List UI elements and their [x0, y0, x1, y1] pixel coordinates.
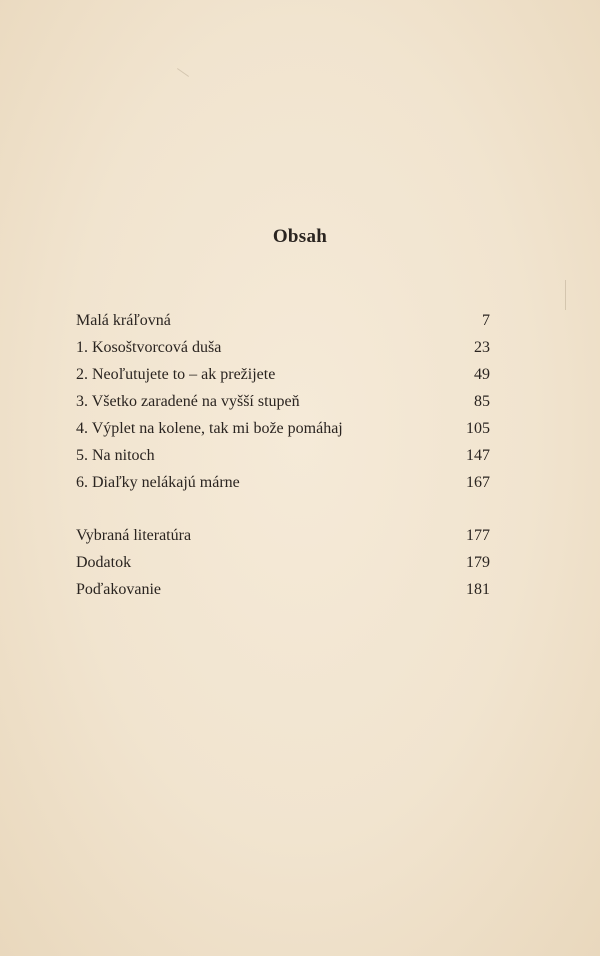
toc-entry-label: Poďakovanie: [76, 581, 161, 598]
toc-entry: [76, 307, 490, 334]
toc-entry: [76, 361, 490, 388]
toc-entry-label: 3. Všetko zaradené na vyšší stupeň: [76, 393, 300, 410]
toc-entry-label: 5. Na nitoch: [76, 447, 155, 464]
paper-mark: [177, 68, 189, 77]
toc-entry-label: 2. Neoľutujete to – ak prežijete: [76, 366, 276, 383]
toc-entry-page: 167: [466, 474, 490, 491]
toc-entry: [76, 415, 490, 442]
toc-entry-page: 181: [466, 581, 490, 598]
paper-mark: [565, 280, 566, 310]
toc-entry-label: 6. Diaľky nelákajú márne: [76, 474, 240, 491]
toc-entry-page: 85: [474, 393, 490, 410]
section-gap: [76, 496, 490, 522]
toc-entry-page: 23: [474, 339, 490, 356]
toc-entry-page: 105: [466, 420, 490, 437]
toc-entry-label: Malá kráľovná: [76, 312, 171, 329]
toc-entry-page: 177: [466, 527, 490, 544]
toc-entry: [76, 469, 490, 496]
toc-entry-label: 1. Kosoštvorcová duša: [76, 339, 222, 356]
toc-entry-page: 7: [482, 312, 490, 329]
table-of-contents: [76, 307, 490, 603]
toc-entry-label: Vybraná literatúra: [76, 527, 192, 544]
toc-entry-page: 49: [474, 366, 490, 383]
toc-entry-label: 4. Výplet na kolene, tak mi bože pomáhaj: [76, 420, 343, 437]
toc-entry: [76, 549, 490, 576]
page-title: Obsah: [272, 226, 328, 247]
toc-entry: [76, 442, 490, 469]
toc-entry: [76, 334, 490, 361]
toc-entry: [76, 522, 490, 549]
toc-entry: [76, 576, 490, 603]
toc-entry: [76, 388, 490, 415]
toc-entry-page: 179: [466, 554, 490, 571]
toc-entry-label: Dodatok: [76, 554, 132, 571]
toc-entry-page: 147: [466, 447, 490, 464]
